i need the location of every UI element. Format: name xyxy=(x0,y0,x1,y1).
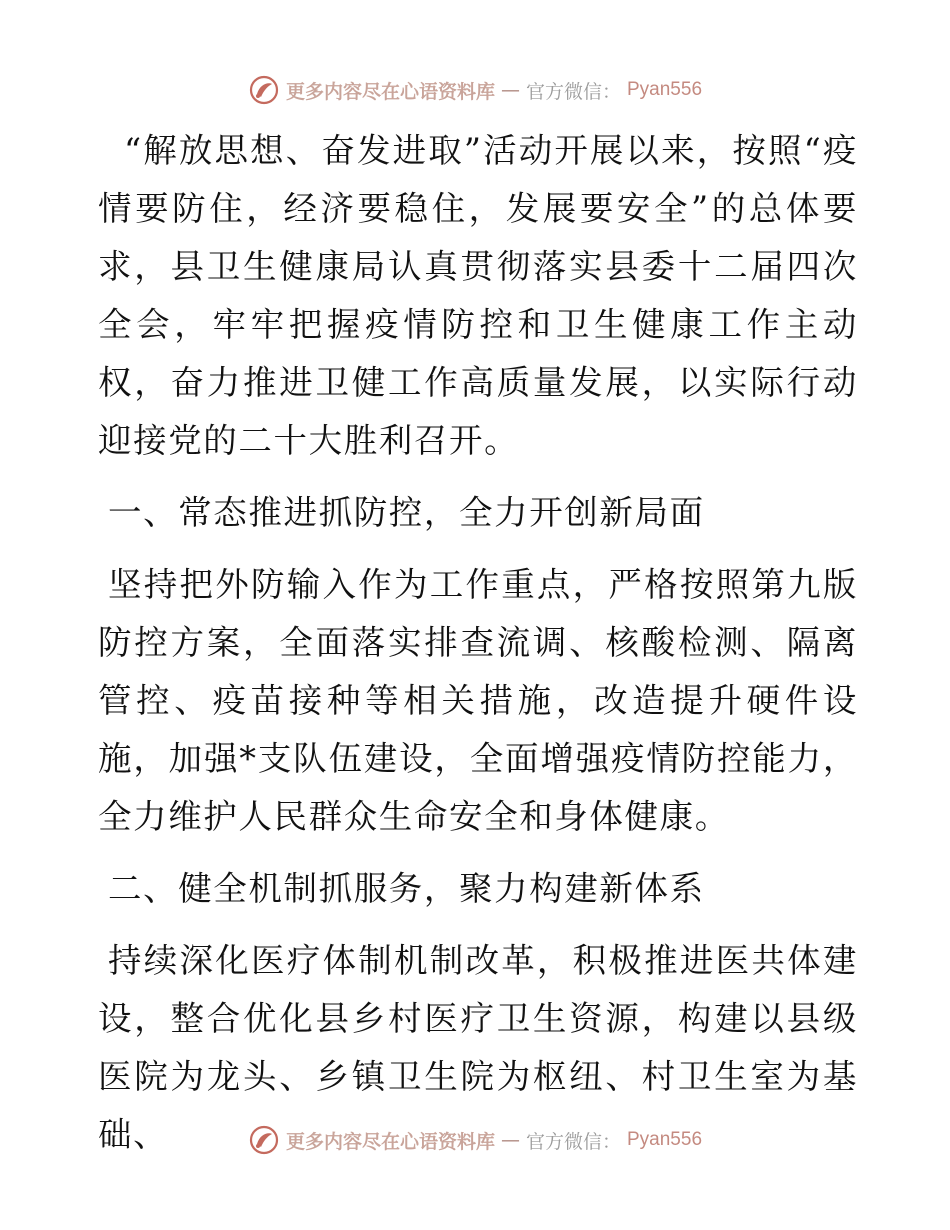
brand-logo-icon xyxy=(248,1124,280,1156)
watermark-official-label: 官方微信： xyxy=(525,1130,621,1153)
watermark-brand-text: 更多内容尽在心语资料库 xyxy=(285,1130,495,1153)
header-watermark xyxy=(0,70,950,110)
section-1-paragraph: 坚持把外防输入作为工作重点，严格按照第九版防控方案，全面落实排查流调、核酸检测、隔离管控、疫苗接种等相关措施，改造提升硬件设施，加强*支队伍建设，全面增强疫情防控能力，全力维护人民群众生命安全和身体健康。 xyxy=(98,565,858,836)
watermark-separator: — xyxy=(500,79,520,101)
watermark-separator: — xyxy=(500,1129,520,1151)
footer-watermark xyxy=(0,1120,950,1160)
document-body xyxy=(98,122,858,1164)
section-2-paragraph: 持续深化医疗体制机制改革，积极推进医共体建设，整合优化县乡村医疗卫生资源，构建以县级医院为龙头、乡镇卫生院为枢纽、村卫生室为基础、 xyxy=(98,941,858,1154)
watermark-account-id: Pyan556 xyxy=(627,79,703,100)
section-1-heading: 一、常态推进抓防控，全力开创新局面 xyxy=(108,493,705,532)
watermark-official-label: 官方微信： xyxy=(525,80,621,103)
watermark-brand-text: 更多内容尽在心语资料库 xyxy=(285,80,495,103)
watermark-account-id: Pyan556 xyxy=(627,1129,703,1150)
brand-logo-icon xyxy=(248,74,280,106)
intro-paragraph: “解放思想、奋发进取”活动开展以来，按照“疫情要防住，经济要稳住，发展要安全”的总体要求，县卫生健康局认真贯彻落实县委十二届四次全会，牢牢把握疫情防控和卫生健康工作主动权，奋力推进卫健工作高质量发展，以实际行动迎接党的二十大胜利召开。 xyxy=(98,131,858,460)
section-2-heading: 二、健全机制抓服务，聚力构建新体系 xyxy=(108,869,705,908)
